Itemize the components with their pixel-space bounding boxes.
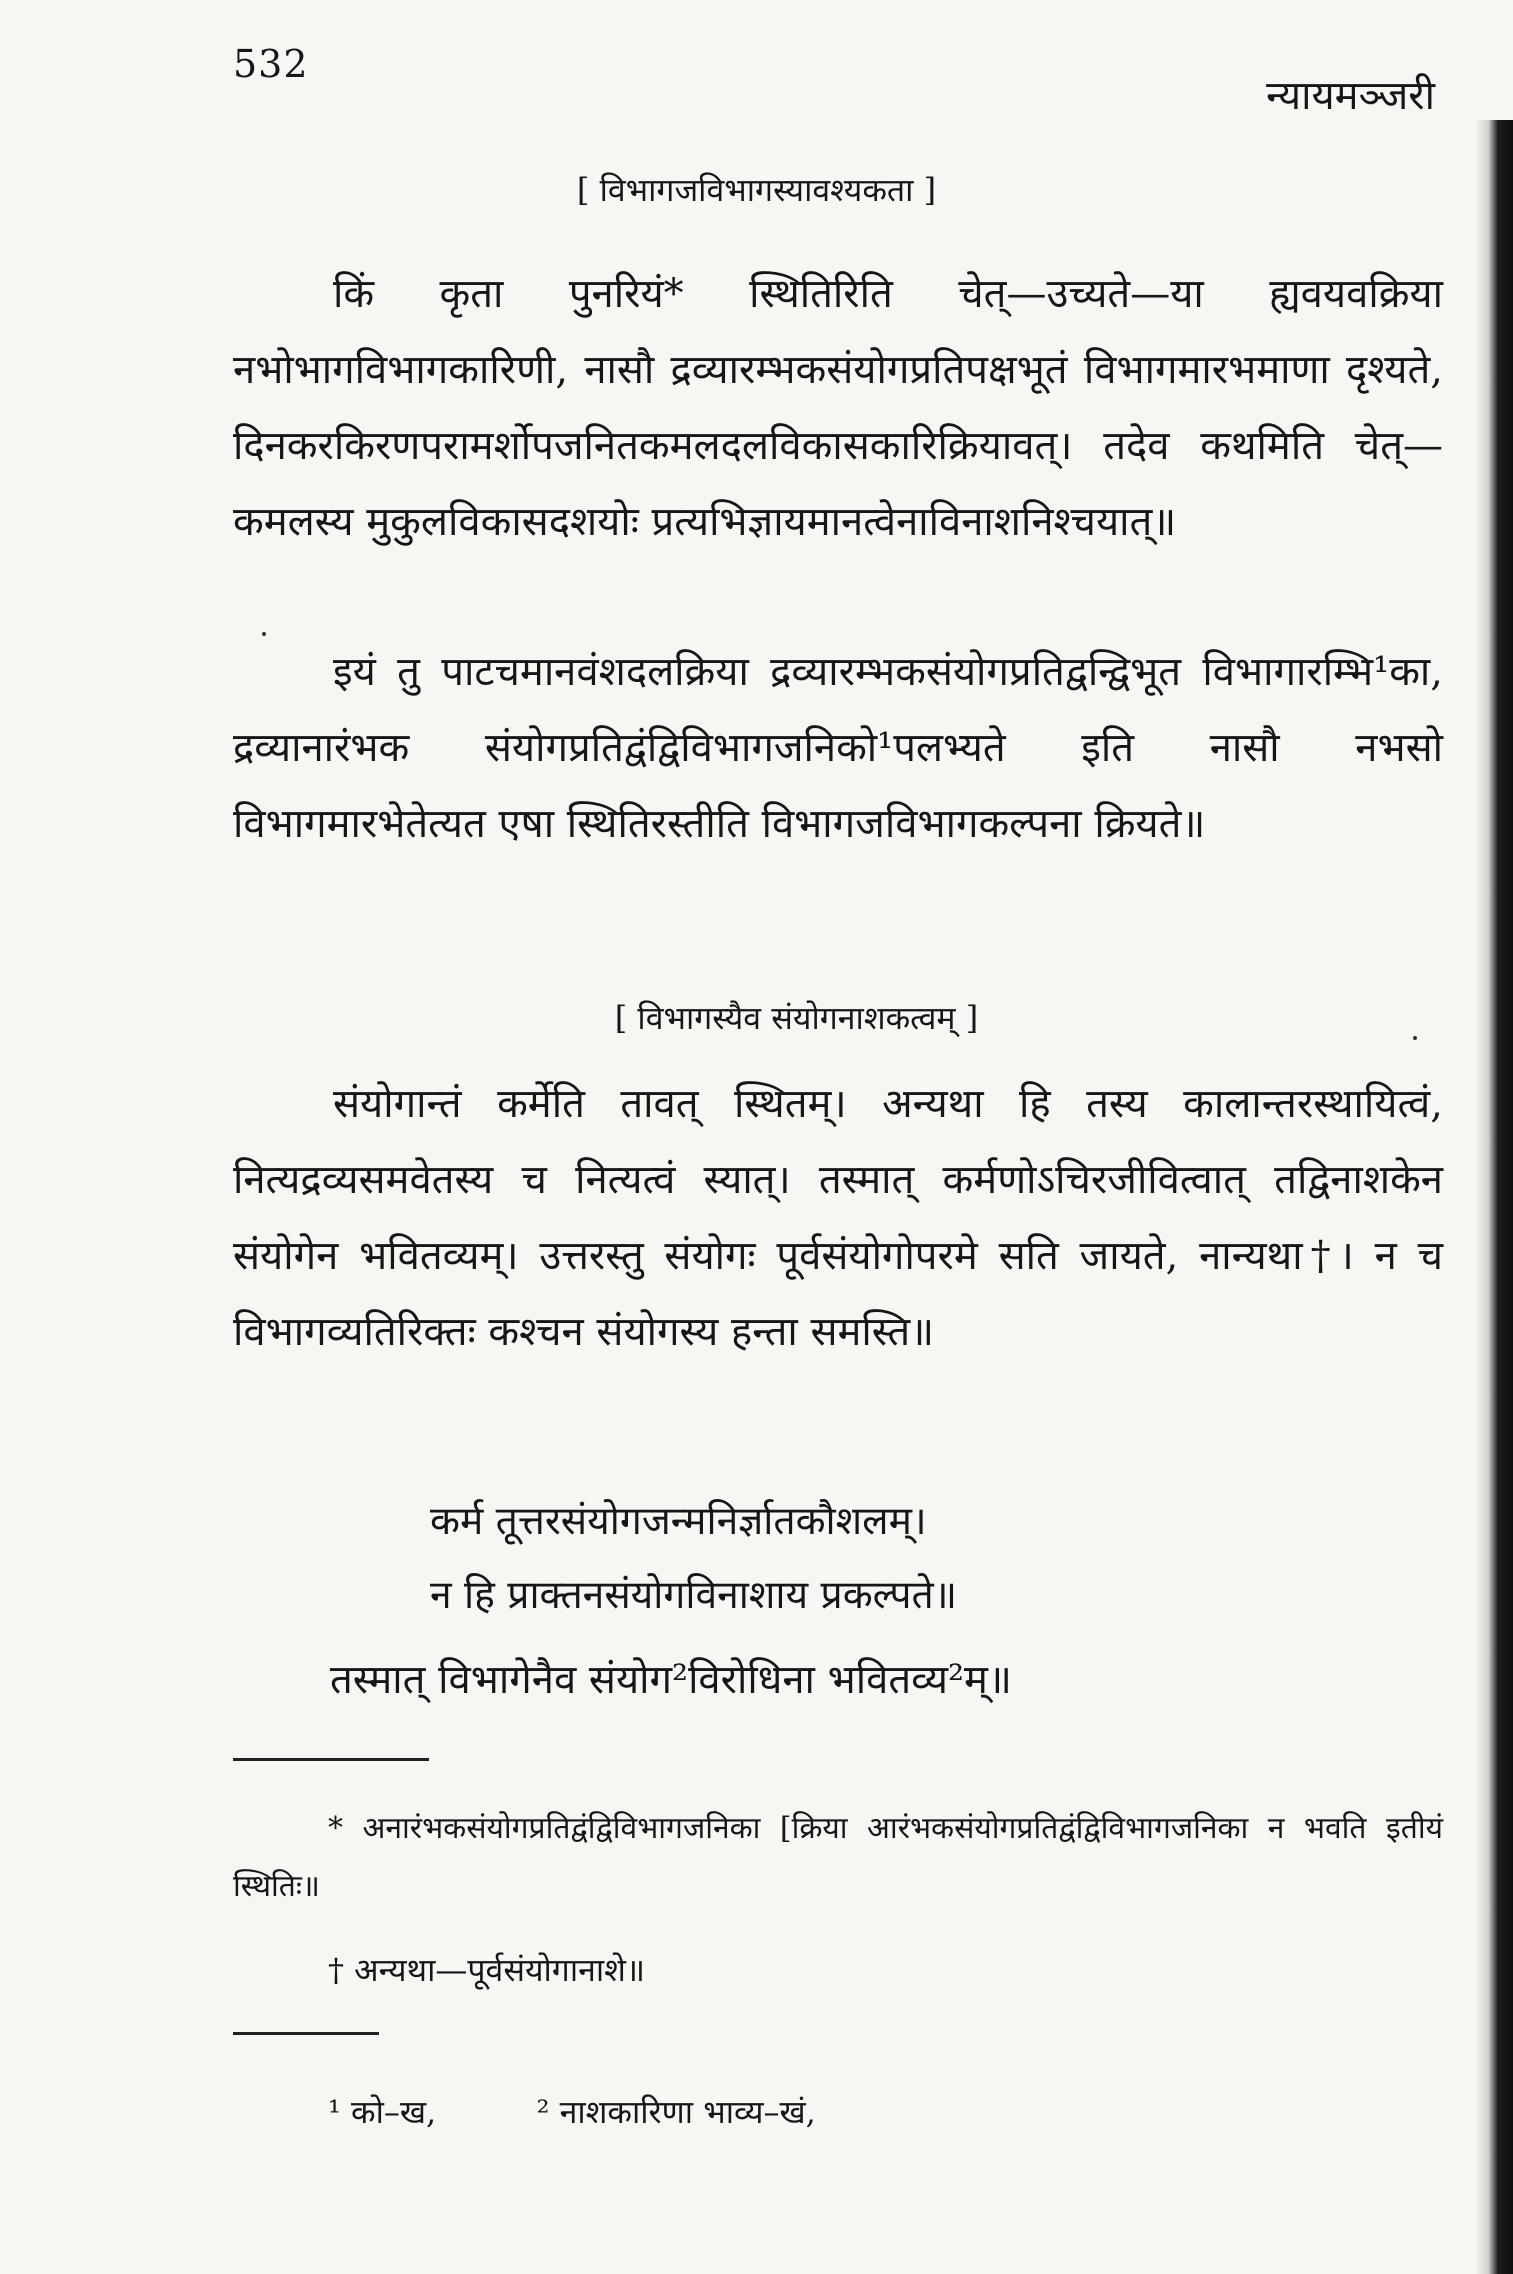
verse-line-2: न हि प्राक्तनसंयोगविनाशाय प्रकल्पते॥ [430, 1573, 958, 1618]
paragraph-2: इयं तु पाटचमानवंशदलक्रिया द्रव्यारम्भकसंयोगप्रतिद्वन्द्विभूत विभागारम्भि¹का, द्रव्यानारंभक संयोगप्रतिद्वंद्विविभागजनिको¹पलभ्यते इति नासौ नभसो विभागमारभेतेत्यत एषा स्थितिरस्तीति विभागजविभागकल्पना क्रियते॥ [233, 649, 1443, 847]
variant-reading-2: ² नाशकारिणा भाव्य–खं, [536, 2093, 816, 2131]
print-speck [1413, 1036, 1417, 1040]
footnote-rule-2 [233, 2032, 379, 2035]
print-speck [262, 632, 266, 636]
verse-line-1: कर्म तूत्तरसंयोगजन्मनिर्ज्ञातकौशलम्। [430, 1499, 927, 1544]
verse [430, 1490, 957, 1628]
paragraph-3: संयोगान्तं कर्मेति तावत् स्थितम्। अन्यथा हि तस्य कालान्तरस्थायित्वं, नित्यद्रव्यसमवेतस्य च नित्यत्वं स्यात्। तस्मात् कर्मणोऽचिरजीवित्वात् तद्विनाशकेन संयोगेन भवितव्यम्। उत्तरस्तु संयोगः पूर्वसंयोगोपरमे सति जायते, नान्यथा†। न च विभागव्यतिरिक्तः कश्चन संयोगस्य हन्ता समस्ति॥ [233, 1081, 1443, 1355]
section-heading-2: [ विभागस्यैव संयोगनाशकत्वम् ] [614, 999, 979, 1037]
footnote-asterisk: * अनारंभकसंयोगप्रतिद्वंद्विविभागजनिका [क्रिया आरंभकसंयोगप्रतिद्वंद्विविभागजनिका न भवति इतीयं स्थितिः॥ [233, 1811, 1443, 1904]
paragraph-1: किं कृता पुनरियं* स्थितिरिति चेत्—उच्यते—या ह्यवयवक्रिया नभोभागविभागकारिणी, नासौ द्रव्यारम्भकसंयोगप्रतिपक्षभूतं विभागमारभमाणा दृश्यते, दिनकरकिरणपरामर्शोपजनितकमलदलविकासकारिक्रियावत्। तदेव कथमिति चेत्—कमलस्य मुकुलविकासदशयोः प्रत्यभिज्ञायमानत्वेनाविनाशनिश्चयात्॥ [233, 271, 1443, 545]
footnote-dagger: † अन्यथा—पूर्वसंयोगानाशे॥ [328, 1951, 646, 1989]
section-heading-1: [ विभागजविभागस्यावश्यकता ] [576, 171, 937, 209]
footnote-rule-1 [233, 1758, 429, 1761]
variant-readings [328, 2090, 816, 2133]
running-title: न्यायमञ्जरी [1266, 73, 1435, 119]
concluding-line: तस्मात् विभागेनैव संयोग²विरोधिना भवितव्य²म्॥ [330, 1657, 1012, 1703]
page-number: 532 [233, 42, 309, 86]
page-binding-edge [1475, 120, 1513, 2274]
variant-reading-1: ¹ को–ख, [328, 2093, 437, 2131]
